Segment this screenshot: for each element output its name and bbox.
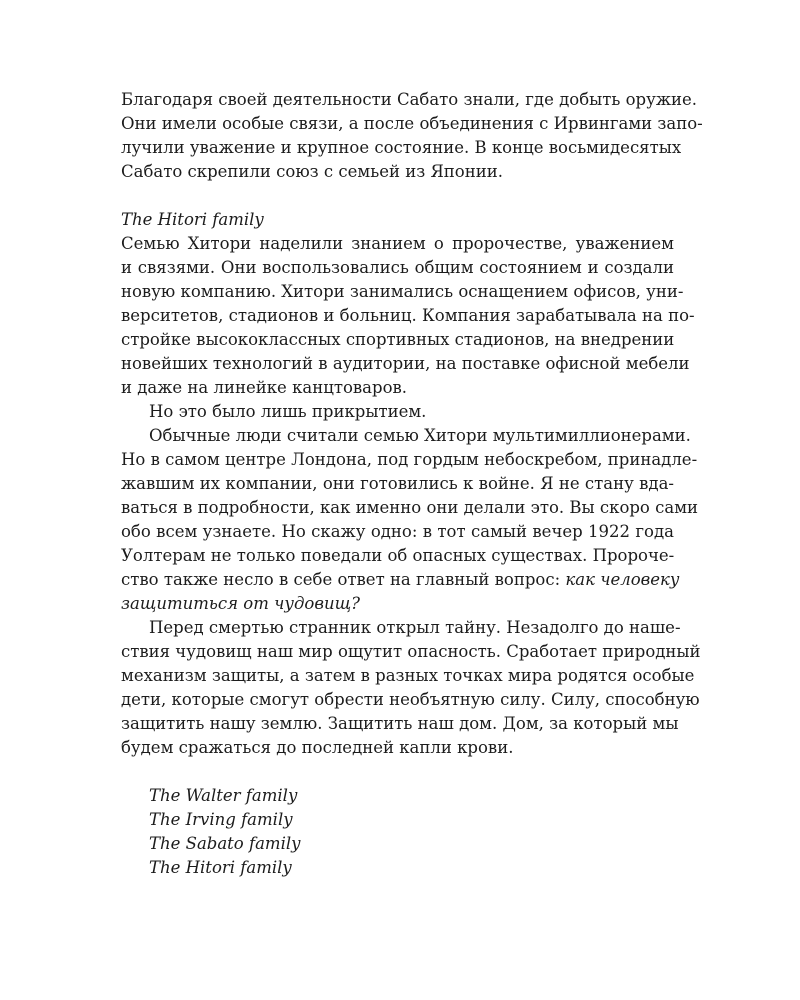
paragraph-cover: Но это было лишь прикрытием.: [149, 402, 427, 421]
text-line: Семью Хитори наделили знанием о пророчестве, уважением: [121, 234, 674, 253]
italic-text: как человеку: [565, 570, 680, 589]
family-item: The Irving family: [149, 810, 293, 829]
text-line: Сабато скрепили союз с семьей из Японии.: [121, 162, 503, 181]
text-line: лучили уважение и крупное состояние. В конце восьмидесятых: [121, 138, 682, 157]
text-line-italic: защититься от чудовищ?: [121, 594, 360, 613]
text-line: ствия чудовищ наш мир ощутит опасность. Сработает природный: [121, 642, 701, 661]
family-item: The Hitori family: [149, 858, 292, 877]
text-line: ваться в подробности, как именно они делали это. Вы скоро сами: [121, 498, 699, 517]
section-heading: The Hitori family: [121, 210, 264, 229]
text-line: новейших технологий в аудитории, на поставке офисной мебели: [121, 354, 690, 373]
text-line: и даже на линейке канцтоваров.: [121, 378, 408, 397]
text-line-mixed: [121, 568, 680, 592]
blank-line: [121, 760, 674, 784]
paragraph-prophecy: [121, 616, 701, 760]
text-line: будем сражаться до последней капли крови.: [121, 738, 514, 757]
family-item: The Walter family: [149, 786, 298, 805]
text-line: дети, которые смогут обрести необъятную силу. Силу, способную: [121, 690, 700, 709]
blank-line: [121, 184, 674, 208]
text-line: Уолтерам не только поведали об опасных существах. Пророче-: [121, 546, 675, 565]
text-line: и связями. Они воспользовались общим состоянием и создали: [121, 258, 674, 277]
paragraph-london: [121, 424, 699, 616]
paragraph-sabato: [121, 88, 703, 184]
text-line: Перед смертью странник открыл тайну. Незадолго до наше-: [149, 618, 681, 637]
text-line: новую компанию. Хитори занимались оснащением офисов, уни-: [121, 282, 684, 301]
text-line: обо всем узнаете. Но скажу одно: в тот самый вечер 1922 года: [121, 522, 674, 541]
text-line: Благодаря своей деятельности Сабато знали, где добыть оружие.: [121, 90, 698, 109]
text-line: Они имели особые связи, а после объединения с Ирвингами запо-: [121, 114, 703, 133]
family-item: The Sabato family: [149, 834, 301, 853]
text-line: Но в самом центре Лондона, под гордым небоскребом, принадле-: [121, 450, 698, 469]
plain-text: ство также несло в себе ответ на главный вопрос:: [121, 570, 566, 589]
text-line: механизм защиты, а затем в разных точках мира родятся особые: [121, 666, 695, 685]
paragraph-hitori: [121, 232, 695, 400]
text-line: защитить нашу землю. Защитить наш дом. Дом, за который мы: [121, 714, 679, 733]
text-line: жавшим их компании, они готовились к войне. Я не стану вда-: [121, 474, 674, 493]
text-line: стройке высококлассных спортивных стадионов, на внедрении: [121, 330, 675, 349]
family-list: [121, 784, 674, 880]
text-line: верситетов, стадионов и больниц. Компания зарабатывала на по-: [121, 306, 695, 325]
book-page: [121, 88, 703, 880]
text-line: Обычные люди считали семью Хитори мультимиллионерами.: [149, 426, 691, 445]
